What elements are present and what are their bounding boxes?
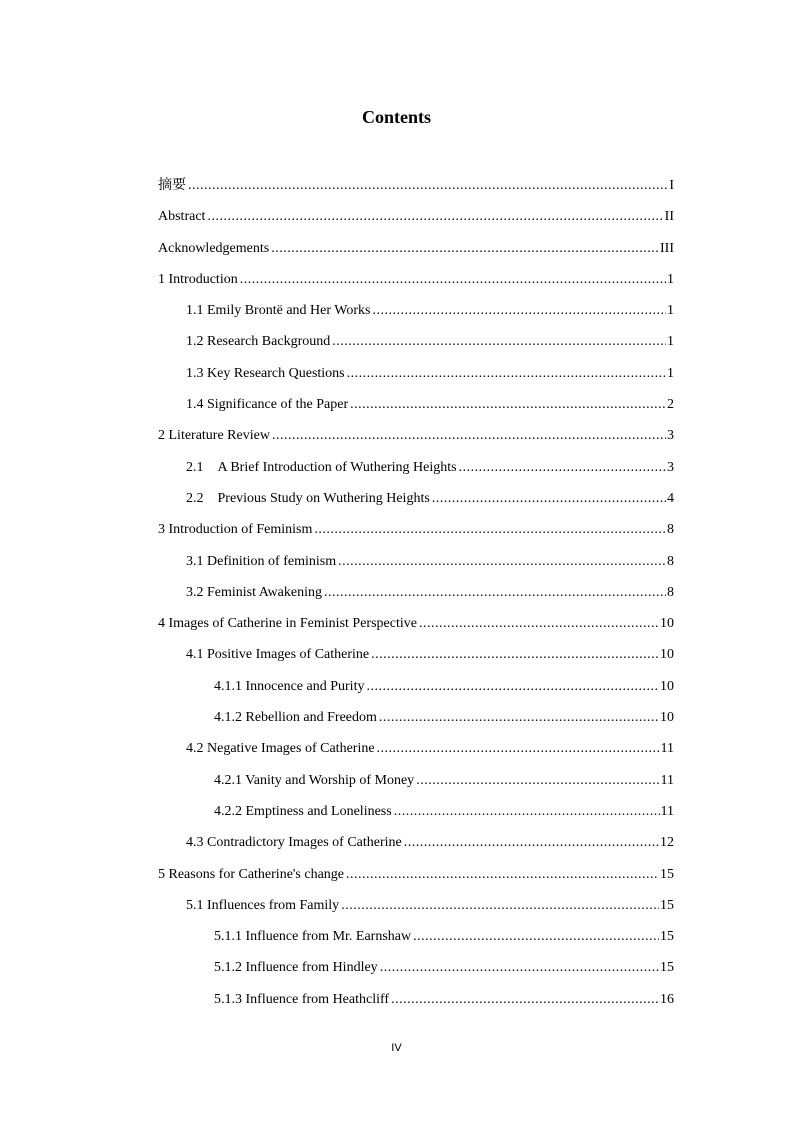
toc-entry-page: 11 [660,772,674,788]
dot-leader [188,170,668,201]
toc-entry[interactable] [158,358,674,389]
dot-leader [347,358,666,389]
toc-entry-page: 1 [667,303,674,319]
toc-entry-title: 3 Introduction of Feminism [158,522,313,538]
dot-leader [332,326,666,357]
toc-entry-page: 1 [667,334,674,350]
toc-entry[interactable] [158,546,674,577]
toc-entry-title: 1.2 Research Background [186,334,331,350]
toc-entry-title: 3.2 Feminist Awakening [186,584,322,600]
toc-entry-title: 4.2.2 Emptiness and Loneliness [214,803,392,819]
toc-entry-title: 5 Reasons for Catherine's change [158,866,345,882]
toc-entry[interactable] [158,420,674,451]
page-title: Contents [361,107,431,127]
toc-entry-title: 1.1 Emily Brontë and Her Works [186,303,371,319]
toc-entry-page: 3 [667,428,674,444]
toc-entry[interactable] [158,233,674,264]
toc-entry[interactable] [158,608,674,639]
toc-entry[interactable] [158,921,674,952]
toc-entry-page: II [664,209,674,225]
toc-entry-title: 4.1.2 Rebellion and Freedom [214,710,377,726]
dot-leader [432,483,666,514]
toc-entry[interactable] [158,483,674,514]
toc-entry-page: 15 [660,929,674,945]
toc-entry[interactable] [158,639,674,670]
toc-entry-page: 10 [660,678,674,694]
page-number: IV [391,1042,402,1054]
dot-leader [324,577,666,608]
toc-entry-title: 4.1 Positive Images of Catherine [186,647,370,663]
dot-leader [416,765,659,796]
dot-leader [341,890,659,921]
toc-entry[interactable] [158,827,674,858]
toc-entry-title: 摘要 [158,178,186,193]
toc-entry-page: 12 [660,835,674,851]
toc-entry-page: 2 [667,397,674,413]
toc-entry-page: 15 [660,897,674,913]
dot-leader [391,984,659,1015]
toc-entry-title: 5.1 Influences from Family [186,897,340,913]
dot-leader [459,452,666,483]
dot-leader [314,514,666,545]
dot-leader [380,952,659,983]
toc-entry-title: 5.1.2 Influence from Hindley [214,960,378,976]
toc-entry-page: 3 [667,459,674,475]
dot-leader [207,201,663,232]
dot-leader [404,827,659,858]
toc-entry-title: 5.1.1 Influence from Mr. Earnshaw [214,929,412,945]
toc-entry[interactable] [158,733,674,764]
toc-entry-title: Abstract [158,209,206,225]
toc-entry[interactable] [158,326,674,357]
toc-entry[interactable] [158,984,674,1015]
toc-entry[interactable] [158,890,674,921]
toc-entry-page: I [669,178,674,193]
toc-entry[interactable] [158,577,674,608]
toc-entry-title: 2.2 Previous Study on Wuthering Heights [186,490,430,506]
toc-entry-page: 1 [667,271,674,287]
toc-entry-title: 1.4 Significance of the Paper [186,397,349,413]
dot-leader [350,389,666,420]
toc-entry-page: 15 [660,866,674,882]
toc-entry[interactable] [158,389,674,420]
dot-leader [366,671,659,702]
toc-entry-title: 2 Literature Review [158,428,270,444]
toc-entry-page: 15 [660,960,674,976]
toc-entry-title: 1.3 Key Research Questions [186,365,345,381]
toc-entry-title: 4.1.1 Innocence and Purity [214,678,365,694]
toc-entry[interactable] [158,514,674,545]
dot-leader [240,264,666,295]
dot-leader [338,546,666,577]
dot-leader [371,639,659,670]
toc-entry-title: 1 Introduction [158,271,238,287]
toc-entry[interactable] [158,859,674,890]
toc-entry[interactable] [158,201,674,232]
toc-entry-title: 4.2 Negative Images of Catherine [186,741,375,757]
dot-leader [271,233,659,264]
toc-entry-page: 11 [660,803,674,819]
toc-entry-title: Acknowledgements [158,240,270,256]
toc-entry-page: 16 [660,991,674,1007]
dot-leader [379,702,659,733]
toc-entry-title: 5.1.3 Influence from Heathcliff [214,991,390,1007]
toc-entry[interactable] [158,796,674,827]
dot-leader [346,859,659,890]
toc-entry-page: 10 [660,616,674,632]
dot-leader [377,733,660,764]
toc-entry[interactable] [158,702,674,733]
toc-entry-title: 3.1 Definition of feminism [186,553,337,569]
toc-entry-title: 2.1 A Brief Introduction of Wuthering Heights [186,459,457,475]
dot-leader [419,608,659,639]
dot-leader [272,420,666,451]
toc-entry-page: 8 [667,522,674,538]
toc-entry-page: 4 [667,490,674,506]
dot-leader [413,921,659,952]
toc-entry[interactable] [158,264,674,295]
toc-entry[interactable] [158,765,674,796]
toc-entry-title: 4.2.1 Vanity and Worship of Money [214,772,415,788]
toc-entry-page: 10 [660,647,674,663]
table-of-contents [158,170,674,1015]
toc-entry-page: 11 [660,741,674,757]
toc-entry[interactable] [158,671,674,702]
toc-entry[interactable] [158,452,674,483]
dot-leader [394,796,660,827]
toc-entry-page: 1 [667,365,674,381]
toc-entry-title: 4.3 Contradictory Images of Catherine [186,835,402,851]
dot-leader [372,295,666,326]
toc-entry-page: 8 [667,553,674,569]
toc-entry-page: 10 [660,710,674,726]
toc-entry[interactable] [158,952,674,983]
toc-entry-title: 4 Images of Catherine in Feminist Perspective [158,616,417,632]
toc-entry[interactable] [158,295,674,326]
toc-entry-page: 8 [667,584,674,600]
toc-entry[interactable] [158,170,674,201]
toc-entry-page: III [660,240,674,256]
